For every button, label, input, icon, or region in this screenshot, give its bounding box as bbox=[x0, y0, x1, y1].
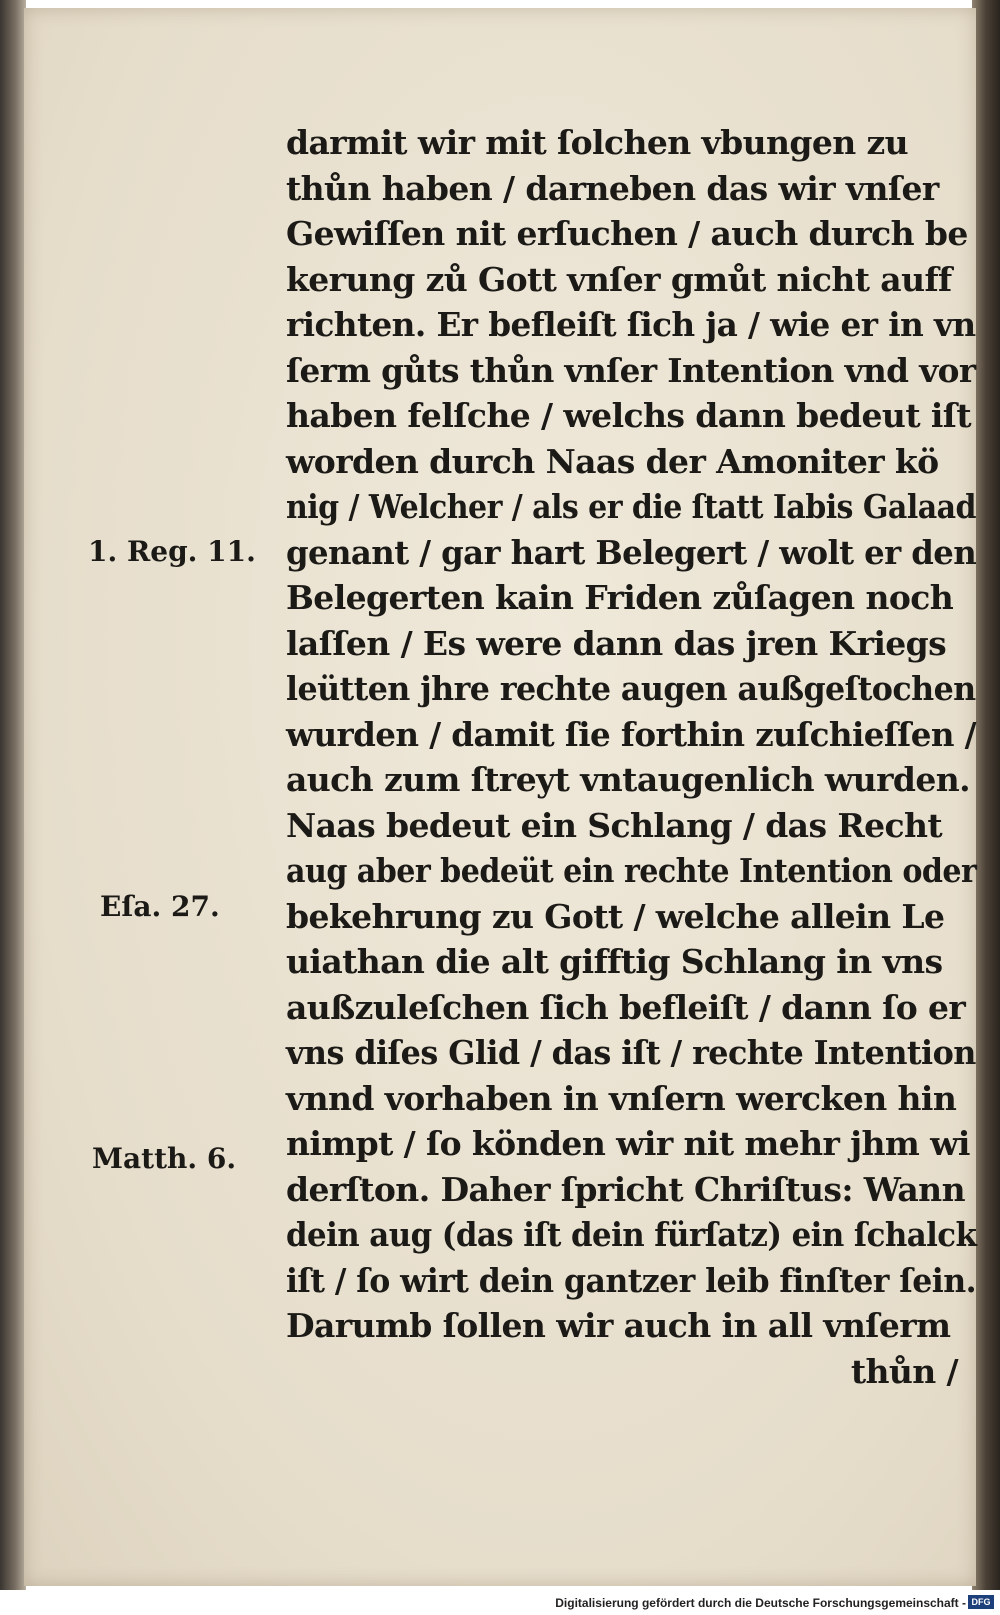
text-line: darmit wir mit ſolchen vbungen zu bbox=[286, 123, 909, 162]
text-line: vns diſes Glid / das iſt / rechte Intention bbox=[286, 1033, 976, 1072]
text-line: kerung zů Gott vnſer gmůt nicht auff bbox=[286, 259, 952, 299]
text-line: außzuleſchen ſich befleiſt / dann ſo er bbox=[286, 987, 966, 1027]
text-line: bekehrung zu Gott / welche allein Le bbox=[286, 896, 945, 936]
text-line: richten. Er befleiſt ſich ja / wie er in vn bbox=[286, 305, 976, 344]
printed-page bbox=[24, 8, 976, 1586]
text-line: derſton. Daher ſpricht Chriſtus: Wann bbox=[286, 1169, 965, 1209]
text-line: wurden / damit ſie forthin zuſchieſſen / bbox=[286, 714, 976, 754]
footer-credit: Digitalisierung gefördert durch die Deutsche Forschungsgemeinschaft - bbox=[555, 1596, 966, 1610]
book-binding-edge bbox=[0, 0, 26, 1590]
text-line: laſſen / Es were dann das jren Kriegs bbox=[286, 623, 947, 663]
margin-note-reg: 1. Reg. 11. bbox=[88, 535, 256, 568]
text-line: nig / Welcher / als er die ſtatt Iabis Galaad bbox=[286, 487, 976, 526]
text-line: genant / gar hart Belegert / wolt er den bbox=[286, 532, 977, 572]
dfg-logo: DFG bbox=[968, 1595, 994, 1609]
text-line: Belegerten kain Friden zůſagen noch bbox=[286, 578, 954, 617]
text-line: vnnd vorhaben in vnſern wercken hin bbox=[286, 1078, 957, 1118]
text-line: haben felſche / welchs dann bedeut iſt bbox=[286, 396, 972, 435]
text-line: ſerm gůts thůn vnſer Intention vnd vor bbox=[286, 350, 976, 390]
text-line: dein aug (das iſt dein fürſatz) ein ſchalck bbox=[286, 1215, 977, 1254]
catchword: thůn / bbox=[850, 1351, 958, 1391]
text-line: leütten jhre rechte augen außgeſtochen bbox=[286, 669, 976, 708]
text-line: auch zum ſtreyt vntaugenlich wurden. bbox=[286, 760, 971, 799]
text-line: iſt / ſo wirt dein gantzer leib finſter ſein. bbox=[286, 1260, 977, 1300]
text-line: aug aber bedeüt ein rechte Intention oder bbox=[286, 851, 977, 890]
page-text-block bbox=[286, 120, 986, 1394]
text-line: Darumb ſollen wir auch in all vnſerm bbox=[286, 1306, 951, 1345]
text-line: uiathan die alt gifftig Schlang in vns bbox=[286, 942, 943, 981]
margin-note-esa: Eſa. 27. bbox=[100, 890, 220, 923]
text-line: nimpt / ſo könden wir nit mehr jhm wi bbox=[286, 1124, 970, 1163]
text-line: worden durch Naas der Amoniter kö bbox=[286, 441, 939, 481]
text-line: thůn haben / darneben das wir vnſer bbox=[286, 168, 939, 208]
margin-note-matth: Matth. 6. bbox=[92, 1142, 237, 1175]
text-line: Gewiſſen nit erſuchen / auch durch be bbox=[286, 214, 968, 253]
text-line: Naas bedeut ein Schlang / das Recht bbox=[286, 805, 943, 845]
